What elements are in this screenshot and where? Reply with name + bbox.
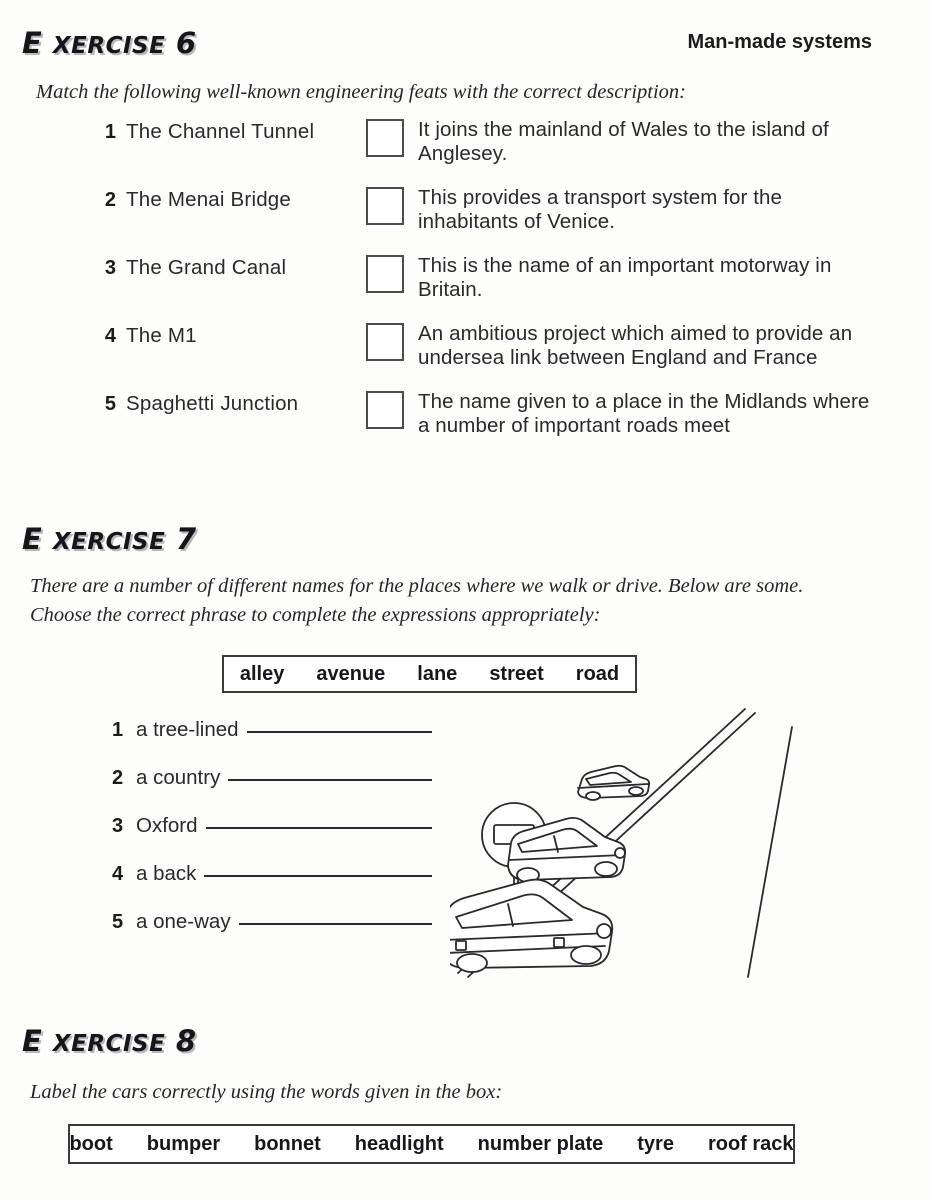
exercise-6-heading [22,26,197,60]
exercise-8-word-bank [68,1124,795,1164]
word-bank-item: headlight [354,1132,444,1155]
item-label: The Menai Bridge [126,188,292,211]
answer-blank-3[interactable] [206,827,432,829]
match-checkbox-4[interactable] [366,323,404,361]
description-text: The name given to a place in the Midlands where a number of important roads meet [418,390,870,437]
word-bank-item: avenue [316,662,386,685]
exercise-7-word-bank [222,655,637,693]
exercise-7-heading-number: 7 [175,522,197,556]
description-text: This is the name of an important motorway in Britain. [418,254,832,301]
match-checkbox-2[interactable] [366,187,404,225]
exercise-6-terms-list [96,120,366,460]
word-bank-item: alley [239,662,285,685]
answer-blank-4[interactable] [204,875,432,877]
exercise-heading-word-rest: XERCISE [52,1031,166,1057]
table-row [366,390,886,458]
answer-blank-5[interactable] [239,923,432,925]
word-bank-item: lane [417,662,458,685]
item-label: The M1 [126,324,197,347]
item-number: 2 [104,189,116,211]
exercise-6-descriptions-list [366,118,886,458]
item-number: 4 [112,863,124,885]
item-number: 5 [112,911,124,933]
exercise-heading-word-rest: XERCISE [52,529,166,555]
page-topic: Man-made systems [687,31,872,53]
item-prompt: a back [136,862,197,885]
item-number: 1 [112,719,124,741]
table-row [366,118,886,186]
exercise-6-heading-word-first: E [22,26,43,60]
exercise-6-heading-word [22,26,165,60]
exercise-8-heading-word [22,1024,165,1058]
list-item [96,256,366,324]
list-item [96,120,366,188]
list-item [112,766,432,814]
exercise-6-instruction: Match the following well-known engineering feats with the correct description: [36,81,687,103]
car-near [450,880,612,972]
list-item [112,862,432,910]
exercise-7-questions [112,718,432,958]
match-checkbox-3[interactable] [366,255,404,293]
exercise-8-instruction: Label the cars correctly using the words given in the box: [30,1081,503,1103]
exercise-heading-word-rest: XERCISE [52,33,166,59]
table-row [366,186,886,254]
item-prompt: a country [136,766,221,789]
item-number: 2 [112,767,124,789]
word-bank-item: road [575,662,620,685]
list-item [112,718,432,766]
exercise-8-heading [22,1024,197,1058]
word-bank-item: roof rack [707,1132,794,1155]
answer-blank-1[interactable] [247,731,432,733]
list-item [96,188,366,256]
item-number: 3 [104,257,116,279]
description-text: An ambitious project which aimed to provide an undersea link between England and France [418,322,853,369]
word-bank-item: number plate [477,1132,604,1155]
list-item [96,324,366,392]
exercise-7-instruction: There are a number of different names for the places where we walk or drive. Below are some. Choose the correct phrase to complete the expressions appropriately: [30,575,804,626]
word-bank-item: bonnet [254,1132,321,1155]
exercise-8-heading-number: 8 [175,1024,197,1058]
item-prompt: Oxford [136,814,198,837]
exercise-7-heading-word-first: E [22,522,43,556]
item-number: 3 [112,815,124,837]
one-way-road-illustration [450,695,795,980]
item-label: The Grand Canal [126,256,287,279]
list-item [112,814,432,862]
description-text: It joins the mainland of Wales to the island of Anglesey. [418,118,829,165]
road-edge-right-line [748,727,792,977]
exercise-7-heading-word [22,522,165,556]
word-bank-item: boot [69,1132,113,1155]
item-prompt: a tree-lined [136,718,239,741]
match-checkbox-1[interactable] [366,119,404,157]
answer-blank-2[interactable] [228,779,432,781]
item-label: Spaghetti Junction [126,392,299,415]
item-number: 5 [104,393,116,415]
item-label: The Channel Tunnel [126,120,315,143]
exercise-7-heading [22,522,197,556]
word-bank-item: tyre [637,1132,674,1155]
item-number: 4 [104,325,116,347]
exercise-8-heading-word-first: E [22,1024,43,1058]
list-item [96,392,366,460]
car-far [578,766,649,800]
word-bank-item: bumper [146,1132,221,1155]
exercise-6-heading-number: 6 [175,26,197,60]
word-bank-item: street [489,662,544,685]
description-text: This provides a transport system for the inhabitants of Venice. [418,186,783,233]
match-checkbox-5[interactable] [366,391,404,429]
list-item [112,910,432,958]
table-row [366,254,886,322]
table-row [366,322,886,390]
item-number: 1 [104,121,116,143]
item-prompt: a one-way [136,910,231,933]
